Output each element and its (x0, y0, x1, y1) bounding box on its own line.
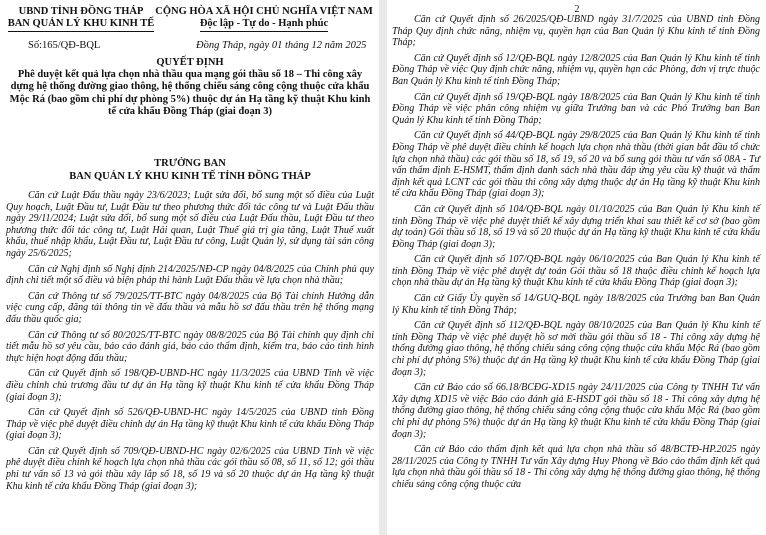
legal-basis-paragraph: Căn cứ Nghị định số Nghị định 214/2025/NĐ-CP ngày 04/8/2025 của Chính phủ quy định chi tiết một số điều và biện pháp thi hành Luật Đấu thầu về lựa chọn nhà thầu; (6, 263, 374, 287)
country-name: CỘNG HÒA XÃ HỘI CHỦ NGHĨA VIỆT NAM (155, 6, 373, 17)
role-organization: BAN QUẢN LÝ KHU KINH TẾ TỈNH ĐỒNG THÁP (69, 170, 311, 182)
legal-basis-list-continued (392, 14, 760, 495)
legal-basis-paragraph: Căn cứ Quyết định số 107/QĐ-BQL ngày 06/10/2025 của Ban Quản lý Khu kinh tế tỉnh Đồng Tháp về việc phê duyệt dự toán Gói thầu số 18 thuộc điều chỉnh kế hoạch lựa chọn nhà thầu dự án Hạ tầng kỹ thuật Khu kinh tế cửa khẩu Đồng Tháp (giai đoạn 3); (392, 254, 760, 289)
agency-line-1: UBND TỈNH ĐỒNG THÁP (18, 6, 144, 17)
legal-basis-paragraph: Căn cứ Giấy Ủy quyền số 14/GUQ-BQL ngày 18/8/2025 của Trưởng ban Ban Quản lý Khu kinh tế tỉnh Đồng Tháp; (392, 293, 760, 316)
legal-basis-paragraph: Căn cứ Quyết định số 198/QĐ-UBND-HC ngày 11/3/2025 của UBND Tỉnh về việc điều chỉnh chủ trương đầu tư dự án Hạ tầng kỹ thuật Khu kinh tế cửa khẩu Đồng Tháp (giai đoạn 3); (6, 368, 374, 403)
legal-basis-paragraph: Căn cứ Báo cáo thẩm định kết quả lựa chọn nhà thầu số 48/BCTĐ-HP.2025 ngày 28/11/2025 của Công ty TNHH Tư vấn Xây dựng Huy Phong về Báo cáo thẩm định kết quả lựa chọn nhà thầu gói thầu số 18 - Thi công xây dựng hệ thống đường giao thông, hệ thống chiếu sáng công cộng thuộc cửa (392, 444, 760, 490)
motto: Độc lập - Tự do - Hạnh phúc (146, 18, 378, 32)
legal-basis-paragraph: Căn cứ Quyết định số 709/QĐ-UBND-HC ngày 02/6/2025 của UBND Tỉnh về việc phê duyệt điều chỉnh kế hoạch lựa chọn nhà thầu các gói thầu số 08, số 11, số 12; gói thầu phi tư vấn số 13 và gói thầu xây lắp số 18, số 19 và số 20 thuộc dự án Hạ tầng kỹ thuật Khu kinh tế cửa khẩu Đồng Tháp (giai đoạn 3); (6, 445, 374, 492)
role-title: TRƯỞNG BAN (154, 158, 226, 169)
signatory-role (6, 158, 374, 183)
document-title: QUYẾT ĐỊNH (156, 57, 224, 68)
legal-basis-paragraph: Căn cứ Thông tư số 80/2025/TT-BTC ngày 08/8/2025 của Bộ Tài chính quy định chi tiết mẫu hồ sơ yêu cầu, báo cáo đánh giá, báo cáo thẩm định, kiểm tra, báo cáo tình hình thực hiện hoạt động đấu thầu; (6, 329, 374, 364)
legal-basis-paragraph: Căn cứ Quyết định số 112/QĐ-BQL ngày 08/10/2025 của Ban Quản lý Khu kinh tế tỉnh Đồng Tháp về việc phê duyệt hồ sơ mời thầu gói thầu số 18 - Thi công xây dựng hệ thống đường giao thông, hệ thống chiếu sáng công cộng thuộc cửa khẩu Mộc Rá (bao gồm chi phí dự phòng 5%) thuộc dự án Hạ tầng kỹ thuật Khu kinh tế cửa khẩu Đồng Tháp (giai đoạn 3); (392, 320, 760, 378)
legal-basis-paragraph: Căn cứ Báo cáo số 66.18/BCĐG-XD15 ngày 24/11/2025 của Công ty TNHH Tư vấn Xây dựng XD15 về việc Báo cáo đánh giá E-HSDT gói thầu số 18 - Thi công xây dựng hệ thống đường giao thông, hệ thống chiếu sáng công cộng thuộc cửa khẩu Mộc Rá (bao gồm chi phí dự phòng 5%) thuộc dự án Hạ tầng kỹ thuật Khu kinh tế cửa khẩu Đồng Tháp (giai đoạn 3); (392, 382, 760, 440)
document-number: Số:165/QĐ-BQL (28, 40, 101, 51)
document-date: Đồng Tháp, ngày 01 tháng 12 năm 2025 (196, 40, 367, 51)
page-number: 2 (574, 4, 580, 15)
legal-basis-paragraph: Căn cứ Quyết định số 44/QĐ-BQL ngày 29/8/2025 của Ban Quản lý Khu kinh tế tỉnh Đồng Tháp về phê duyệt điều chỉnh kế hoạch lựa chọn nhà thầu (thời gian bắt đầu tổ chức lựa chọn nhà thầu) các gói thầu số 18, số 19, số 20 và bổ sung gói thầu tư vấn số 08A - Tư vấn thẩm định E-HSMT, thẩm định danh sách nhà thầu đáp ứng yêu cầu kỹ thuật và thẩm định kết quả LCNT các gói thầu thi công xây dựng thuộc dự án Hạ tầng kỹ thuật Khu kinh tế cửa khẩu Đồng Tháp (giai đoạn 3); (392, 130, 760, 200)
legal-basis-paragraph: Căn cứ Quyết định số 12/QĐ-BQL ngày 12/8/2025 của Ban Quản lý Khu kinh tế tỉnh Đồng Tháp về việc Quy định chức năng, nhiệm vụ, quyền hạn các Phòng, đơn vị trực thuộc Ban Quản lý Khu kinh tế tỉnh Đồng Tháp; (392, 52, 760, 87)
legal-basis-paragraph: Căn cứ Quyết định số 26/2025/QĐ-UBND ngày 31/7/2025 của UBND tỉnh Đồng Tháp Quy định chức năng, nhiệm vụ, quyền hạn của Ban Quản lý Khu kinh tế tỉnh Đồng Tháp; (392, 14, 760, 49)
legal-basis-list (6, 190, 374, 496)
document-page-1 (0, 0, 378, 535)
page-divider (379, 0, 387, 535)
legal-basis-paragraph: Căn cứ Luật Đấu thầu ngày 23/6/2023; Luật sửa đổi, bổ sung một số điều của Luật Quy hoạch, Luật Đầu tư, Luật Đầu tư theo phương thức đối tác công tư và Luật Đấu thầu ngày 29/11/2024; Luật sửa đổi, bổ sung một số điều của Luật Đấu thầu, Luật Đầu tư theo phương thức đối tác công tư, Luật Hải quan, Luật Thuế giá trị gia tăng, Luật Thuế xuất khẩu, thuế nhập khẩu, Luật Đầu tư, Luật Đầu tư công, Luật Quản lý, sử dụng tài sản công ngày 25/6/2025; (6, 190, 374, 259)
document-subject: Phê duyệt kết quả lựa chọn nhà thầu qua mạng gói thầu số 18 – Thi công xây dựng hệ thống đường giao thông, hệ thống chiếu sáng công cộng thuộc cửa khẩu Mộc Rá (bao gồm chi phí dự phòng 5%) thuộc dự án Hạ tầng kỹ thuật Khu kinh tế cửa khẩu Đồng Tháp (giai đoạn 3) (9, 69, 371, 117)
document-page-2 (388, 0, 766, 535)
legal-basis-paragraph: Căn cứ Thông tư số 79/2025/TT-BTC ngày 04/8/2025 của Bộ Tài chính Hướng dẫn việc cung cấp, đăng tải thông tin về đấu thầu và mẫu hồ sơ đấu thầu trên hệ thống mạng đấu thầu quốc gia; (6, 290, 374, 325)
issuing-agency (6, 6, 156, 32)
legal-basis-paragraph: Căn cứ Quyết định số 19/QĐ-BQL ngày 18/8/2025 của Ban Quản lý Khu kinh tế tỉnh Đồng Tháp về việc phân công nhiệm vụ giữa Trưởng ban và các Phó Trưởng ban Ban Quản lý Khu kinh tế tỉnh Đồng Tháp; (392, 91, 760, 126)
legal-basis-paragraph: Căn cứ Quyết định số 104/QĐ-BQL ngày 01/10/2025 của Ban Quản lý Khu kinh tế tỉnh Đồng Tháp về việc phê duyệt thiết kế xây dựng triển khai sau thiết kế cơ sở (bao gồm dự toán) Gói thầu số 18, số 19 và số 20 thuộc dự án Hạ tầng kỹ thuật Khu kinh tế cửa khẩu Đồng Tháp (giai đoạn 3); (392, 203, 760, 250)
national-motto (146, 6, 378, 32)
document-title-block (6, 57, 374, 118)
legal-basis-paragraph: Căn cứ Quyết định số 526/QĐ-UBND-HC ngày 14/5/2025 của UBND tỉnh Đồng Tháp về việc phê duyệt điều chỉnh dự án Hạ tầng kỹ thuật Khu kinh tế cửa khẩu Đồng Tháp (giai đoạn 3); (6, 407, 374, 442)
agency-line-2: BAN QUẢN LÝ KHU KINH TẾ (6, 18, 156, 32)
